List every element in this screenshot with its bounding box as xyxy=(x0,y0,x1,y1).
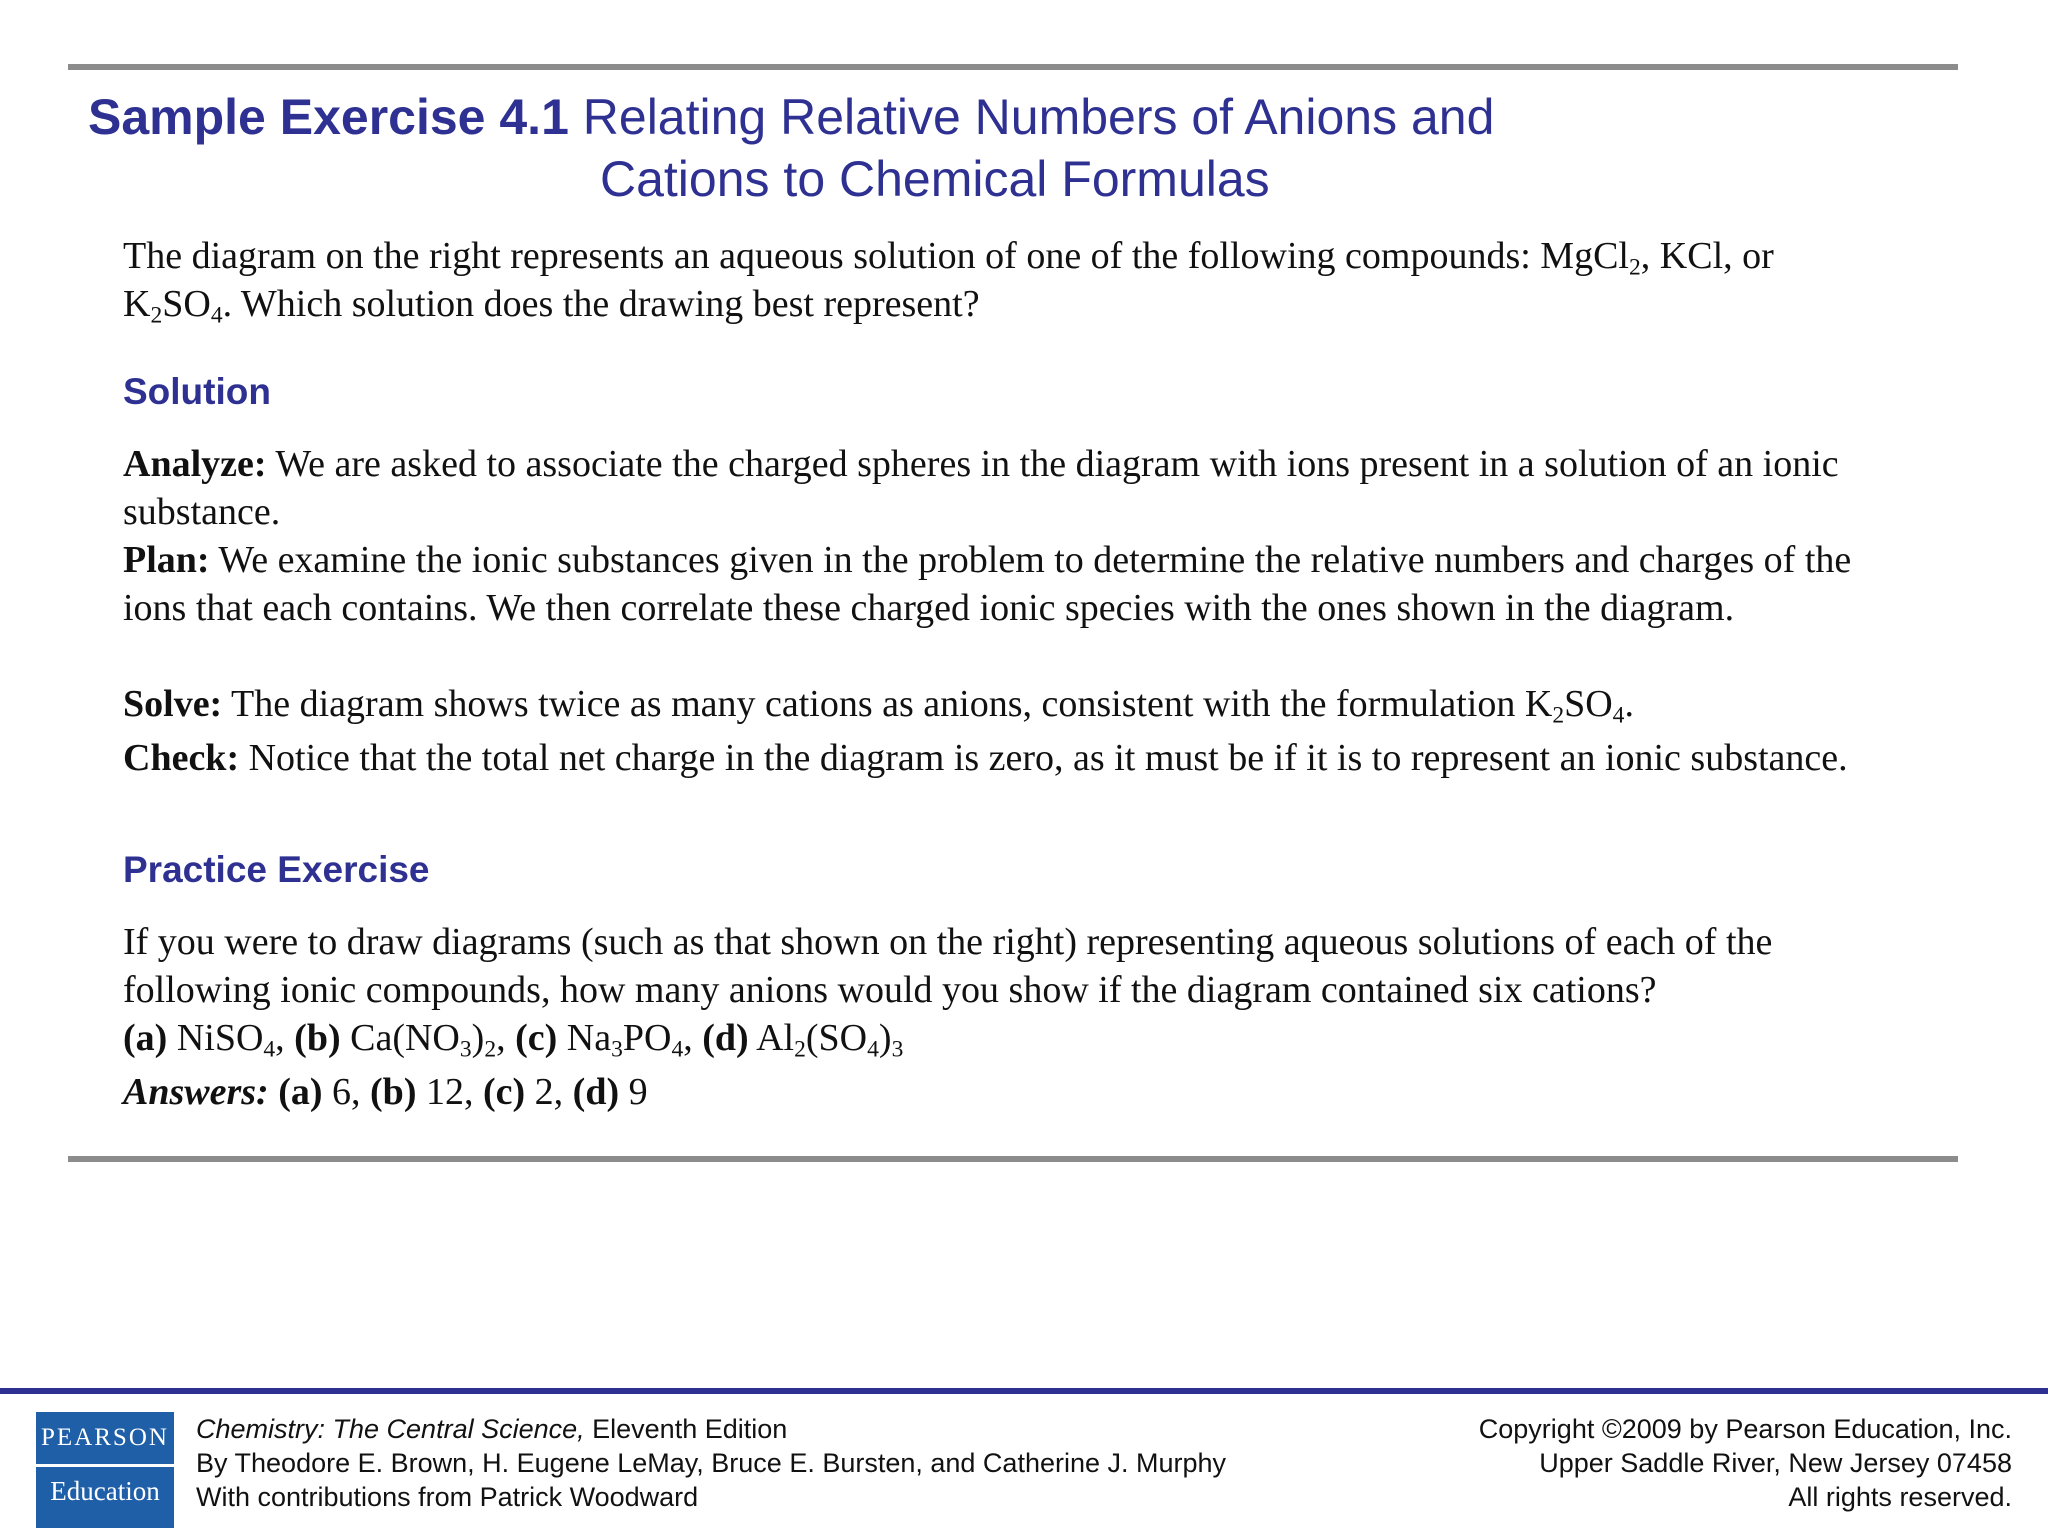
solve-step: Solve: The diagram shows twice as many cations as anions, consistent with the formulation $K_2SO_4$. xyxy=(123,683,1634,729)
exercise-title xyxy=(88,86,1494,148)
pearson-logo: PEARSON Education xyxy=(36,1412,174,1528)
copyright-block xyxy=(1479,1412,2012,1514)
publisher-address: Upper Saddle River, New Jersey 07458 xyxy=(1539,1448,2012,1478)
title-line-2: Cations to Chemical Formulas xyxy=(600,151,1270,207)
plan-step: Plan: We examine the ionic substances given in the problem to determine the relative numbers and charges of the ions that each contains. We then correlate these charged ionic species with the ones shown in the diagram. xyxy=(123,539,1852,629)
book-authors: By Theodore E. Brown, H. Eugene LeMay, Bruce E. Bursten, and Catherine J. Murphy xyxy=(196,1448,1227,1478)
bottom-divider xyxy=(68,1156,1958,1162)
practice-question: If you were to draw diagrams (such as that shown on the right) representing aqueous solutions of each of the following ionic compounds, how many anions would you show if the diagram contained six cations? xyxy=(123,921,1773,1011)
rights: All rights reserved. xyxy=(1788,1482,2012,1512)
book-title: Chemistry: The Central Science, xyxy=(196,1414,585,1444)
practice-formulas: (a) NiSO$_4$, (b) $Ca(NO_3)_2$, (c) $Na_3PO_4$, (d) $Al_2(SO_4)_3$ xyxy=(123,1017,904,1063)
copyright: Copyright ©2009 by Pearson Education, Inc. xyxy=(1478,1414,2012,1444)
book-credits xyxy=(196,1412,1226,1514)
title-line-1: Relating Relative Numbers of Anions and xyxy=(568,89,1495,145)
footer xyxy=(0,1394,2048,1536)
practice-answers: Answers: (a) 6, (b) 12, (c) 2, (d) 9 xyxy=(123,1071,648,1113)
exercise-number: Sample Exercise 4.1 xyxy=(88,89,569,145)
book-contributors: With contributions from Patrick Woodward xyxy=(196,1482,699,1512)
practice-heading: Practice Exercise xyxy=(123,849,430,890)
problem-statement: The diagram on the right represents an aqueous solution of one of the following compounds: MgCl$_2$, KCl, or $K_2SO_4$. Which solution does the drawing best represent? xyxy=(123,235,1774,329)
book-edition: Eleventh Edition xyxy=(584,1414,788,1444)
top-divider xyxy=(68,64,1958,70)
analyze-step: Analyze: We are asked to associate the charged spheres in the diagram with ions present in a solution of an ionic substance. xyxy=(123,443,1839,533)
solution-heading: Solution xyxy=(123,371,271,412)
check-step: Check: Notice that the total net charge in the diagram is zero, as it must be if it is to represent an ionic substance. xyxy=(123,737,1848,779)
